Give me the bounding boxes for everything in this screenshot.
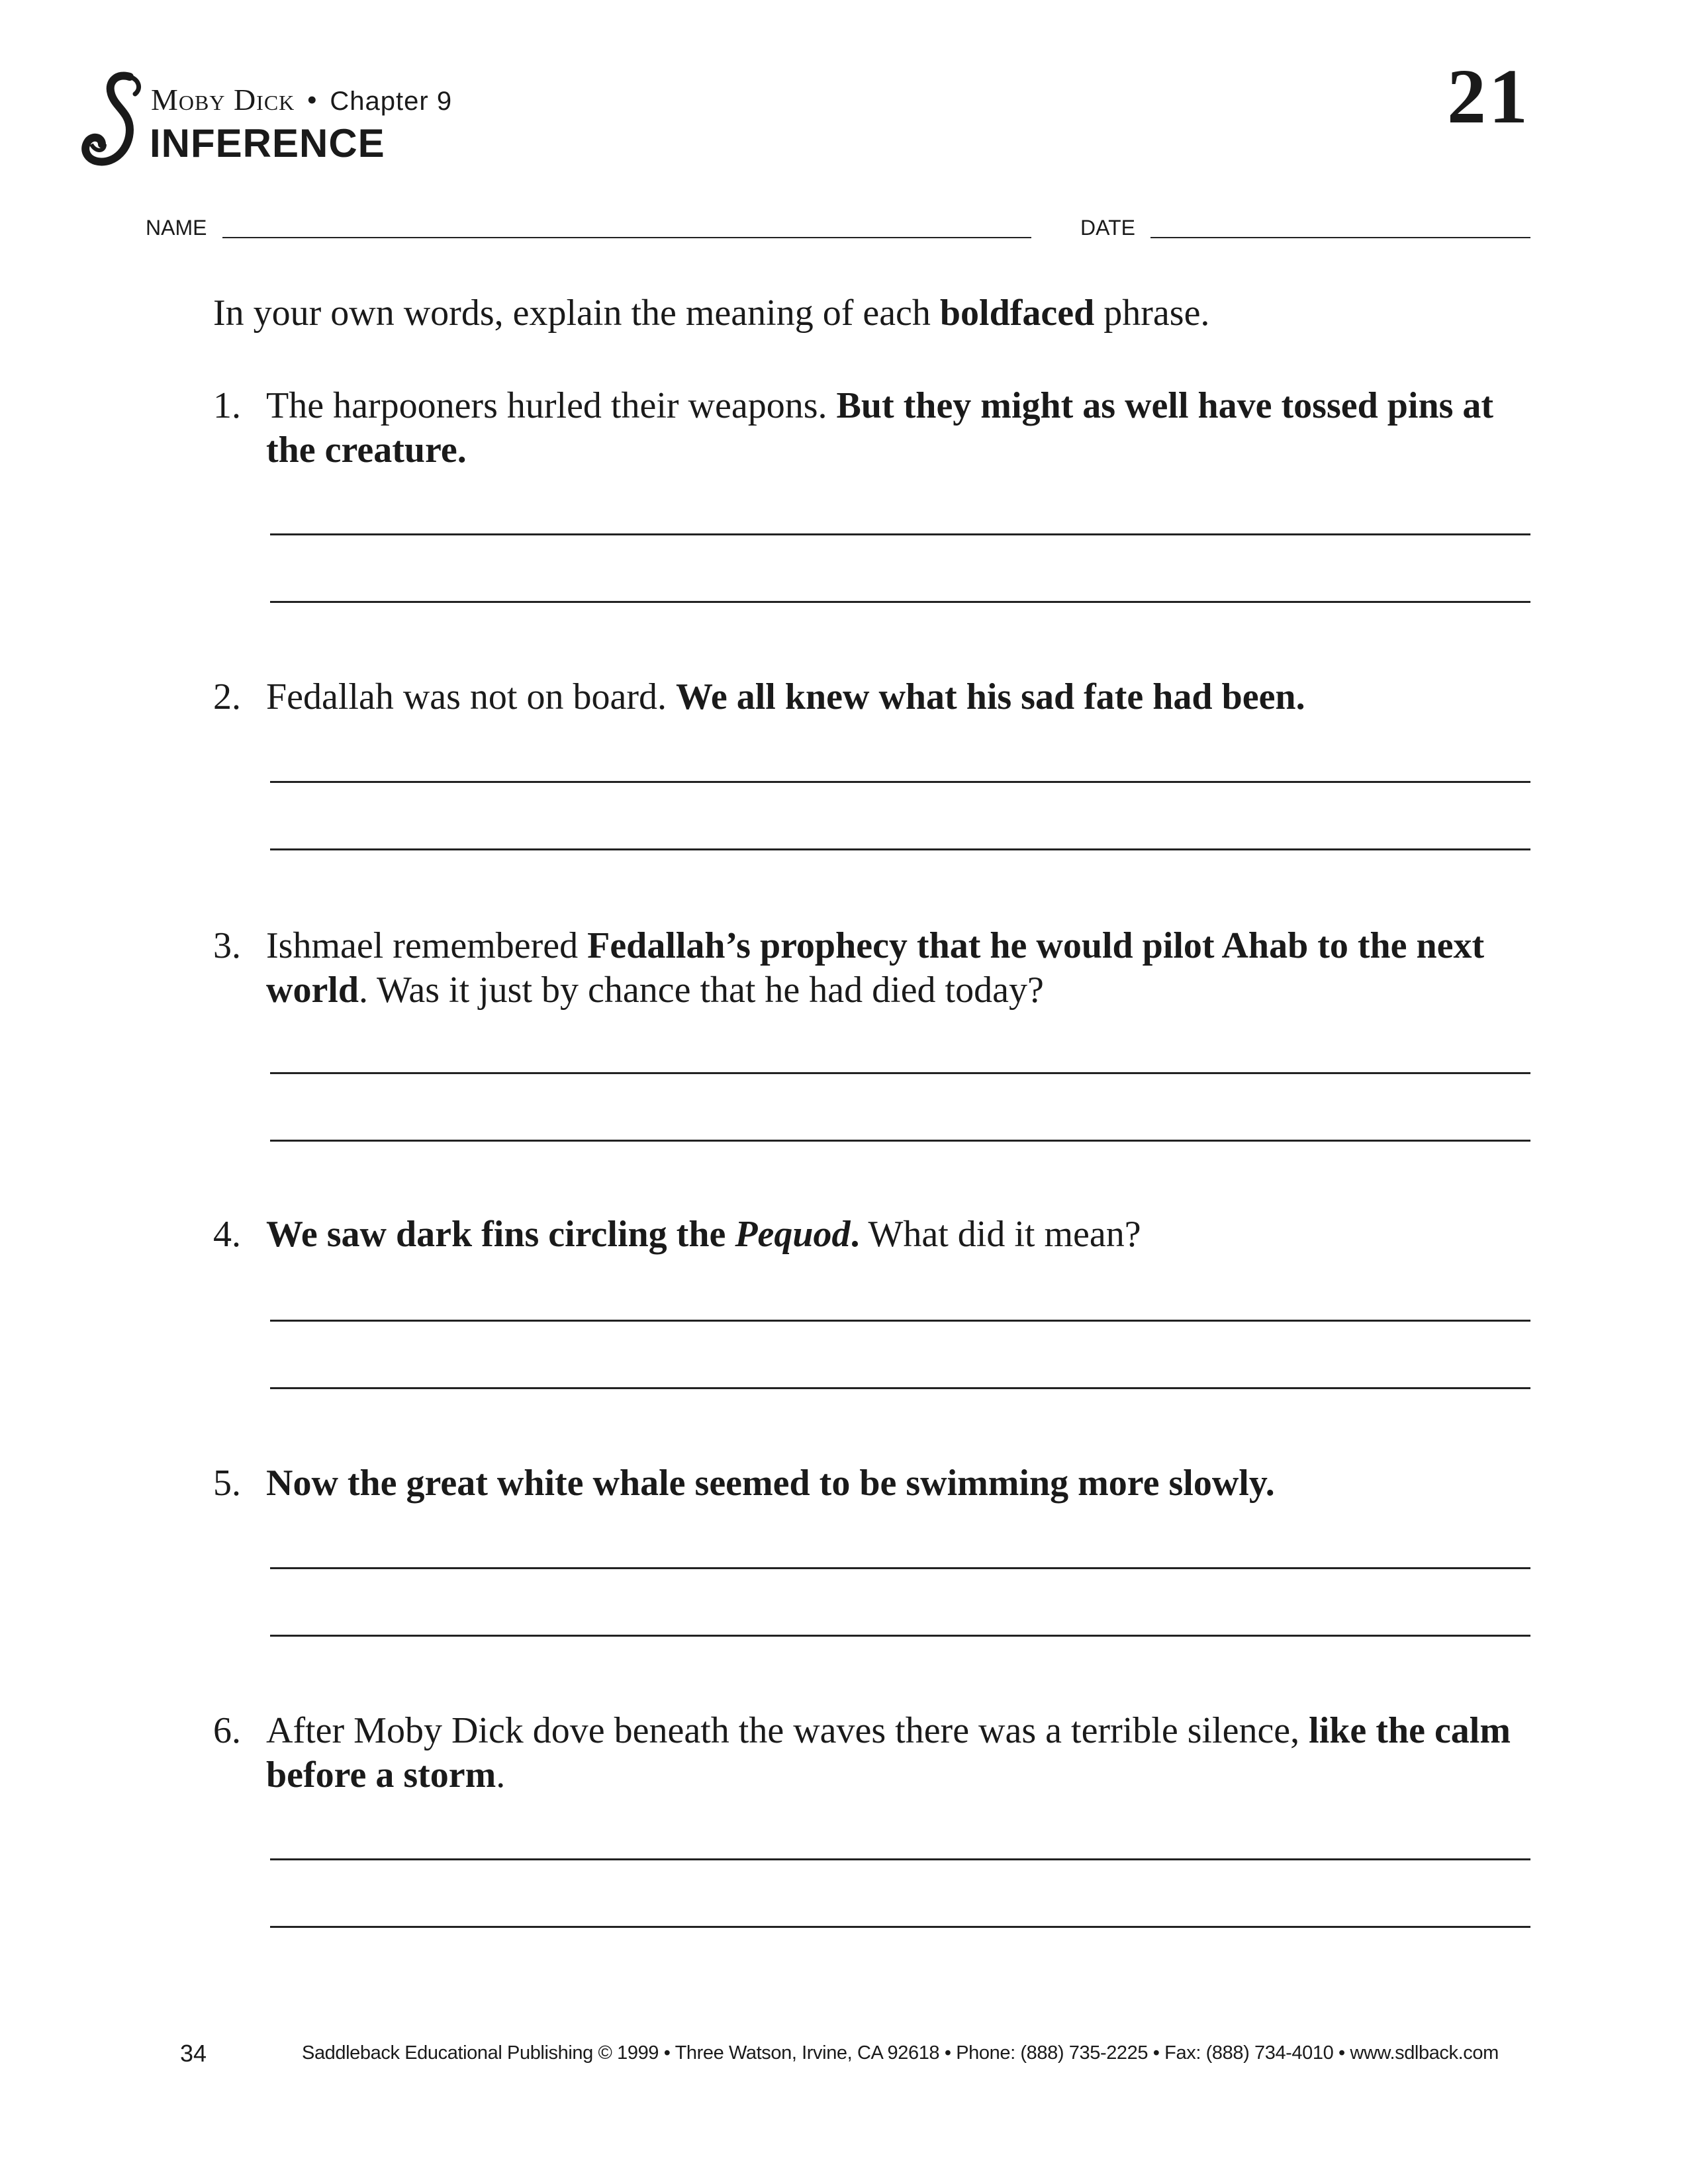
question-number: 4. bbox=[213, 1214, 241, 1255]
question-text-end: . Was it just by chance that he had died today? bbox=[359, 970, 1044, 1011]
chapter-label: Chapter 9 bbox=[330, 87, 453, 116]
question-text-end: What did it mean? bbox=[859, 1214, 1141, 1255]
question-number: 2. bbox=[213, 676, 241, 717]
answer-line-4a[interactable] bbox=[270, 1320, 1530, 1322]
question-text: Fedallah was not on board. bbox=[266, 676, 676, 717]
question-text: The harpooners hurled their weapons. bbox=[266, 385, 837, 426]
name-label: NAME bbox=[146, 216, 207, 240]
question-text-end: . bbox=[496, 1754, 506, 1796]
instructions-bold-word: boldfaced bbox=[939, 293, 1095, 334]
answer-line-1b[interactable] bbox=[270, 601, 1530, 603]
question-bold-phrase: Now the great white whale seemed to be swimming more slowly. bbox=[266, 1463, 1275, 1504]
answer-line-2a[interactable] bbox=[270, 781, 1530, 783]
answer-line-5b[interactable] bbox=[270, 1635, 1530, 1637]
question-bold-period: . bbox=[850, 1214, 860, 1255]
activity-number: 21 bbox=[1447, 53, 1530, 140]
date-label: DATE bbox=[1080, 216, 1135, 240]
answer-line-2b[interactable] bbox=[270, 848, 1530, 850]
question-5 bbox=[213, 1461, 1530, 1506]
question-3 bbox=[213, 924, 1530, 1013]
question-text: After Moby Dick dove beneath the waves there was a terrible silence, bbox=[266, 1710, 1309, 1751]
instructions-text-end: phrase. bbox=[1094, 293, 1210, 334]
answer-line-5a[interactable] bbox=[270, 1567, 1530, 1569]
question-bold-phrase: We saw dark fins circling the bbox=[266, 1214, 735, 1255]
answer-line-3a[interactable] bbox=[270, 1072, 1530, 1074]
answer-line-1a[interactable] bbox=[270, 533, 1530, 535]
question-bold-phrase: like the calm before a storm bbox=[266, 1710, 1511, 1796]
instructions bbox=[213, 291, 1209, 335]
question-number: 6. bbox=[213, 1710, 241, 1751]
answer-line-4b[interactable] bbox=[270, 1387, 1530, 1389]
question-1 bbox=[213, 384, 1530, 473]
question-number: 5. bbox=[213, 1463, 241, 1504]
answer-line-6a[interactable] bbox=[270, 1858, 1530, 1860]
question-2 bbox=[213, 675, 1530, 719]
book-chapter-heading bbox=[151, 82, 452, 117]
skill-heading: INFERENCE bbox=[150, 121, 385, 165]
saddleback-logo-icon bbox=[78, 71, 151, 171]
question-bold-phrase: Fedallah’s prophecy that he would pilot Ahab to the next world bbox=[266, 925, 1485, 1011]
book-title: Moby Dick bbox=[151, 83, 295, 116]
page-number: 34 bbox=[180, 2040, 207, 2067]
question-bold-phrase: We all knew what his sad fate had been. bbox=[675, 676, 1305, 717]
ship-name: Pequod bbox=[735, 1214, 851, 1255]
answer-line-3b[interactable] bbox=[270, 1140, 1530, 1142]
answer-line-6b[interactable] bbox=[270, 1926, 1530, 1928]
instructions-text: In your own words, explain the meaning of each bbox=[213, 293, 940, 334]
question-text: Ishmael remembered bbox=[266, 925, 588, 966]
question-4 bbox=[213, 1212, 1530, 1257]
name-field[interactable] bbox=[222, 237, 1031, 238]
date-field[interactable] bbox=[1150, 237, 1530, 238]
title-separator: • bbox=[306, 83, 318, 116]
question-bold-phrase: But they might as well have tossed pins at the creature. bbox=[266, 385, 1494, 471]
question-6 bbox=[213, 1709, 1530, 1797]
publisher-credit: Saddleback Educational Publishing © 1999 • Three Watson, Irvine, CA 92618 • Phone: (888) 735-2225 • Fax: (888) 734-4010 • www.sdlback.com bbox=[302, 2042, 1499, 2064]
question-number: 3. bbox=[213, 925, 241, 966]
question-number: 1. bbox=[213, 385, 241, 426]
